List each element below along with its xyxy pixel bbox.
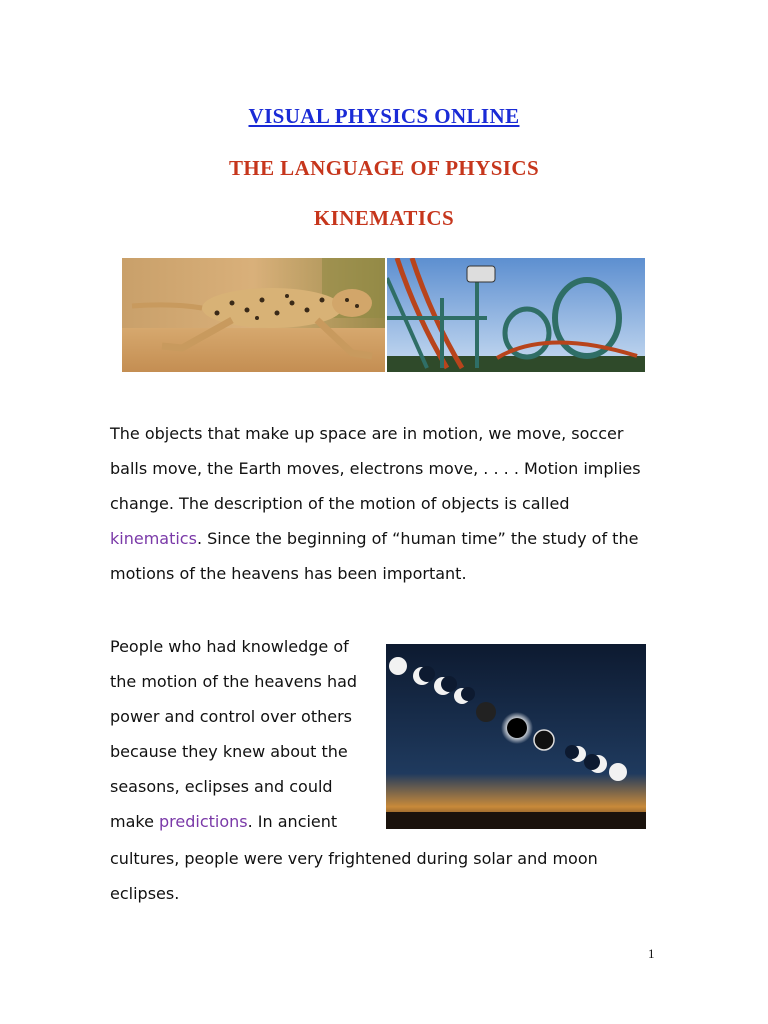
heavens-text-end: . In ancient [247, 812, 338, 831]
topic-title: KINEMATICS [313, 206, 455, 230]
keyword-kinematics: kinematics [110, 529, 197, 548]
intro-paragraph [110, 416, 650, 591]
heavens-text-start: People who had knowledge of the motion of the heavens had power and control over others because they knew about the seasons, eclipses and could make [110, 637, 358, 831]
heavens-paragraph [110, 629, 380, 839]
intro-text-start: The objects that make up space are in motion, we move, soccer balls move, the Earth moves, electrons move, . . . . Motion implies change. The description of the motion of objects is called [110, 424, 641, 513]
keyword-predictions: predictions [159, 812, 248, 831]
eclipse-sequence-image [386, 644, 646, 829]
subject-title: THE LANGUAGE OF PHYSICS [228, 156, 540, 180]
roller-coaster-image [387, 258, 645, 372]
intro-text-end: . Since the beginning of “human time” the study of the motions of the heavens has been important. [110, 529, 639, 583]
cultures-paragraph: cultures, people were very frightened during solar and moon eclipses. [110, 849, 598, 903]
cheetah-image [122, 258, 385, 372]
page-number: 1 [648, 946, 655, 961]
site-title: VISUAL PHYSICS ONLINE [248, 104, 520, 128]
